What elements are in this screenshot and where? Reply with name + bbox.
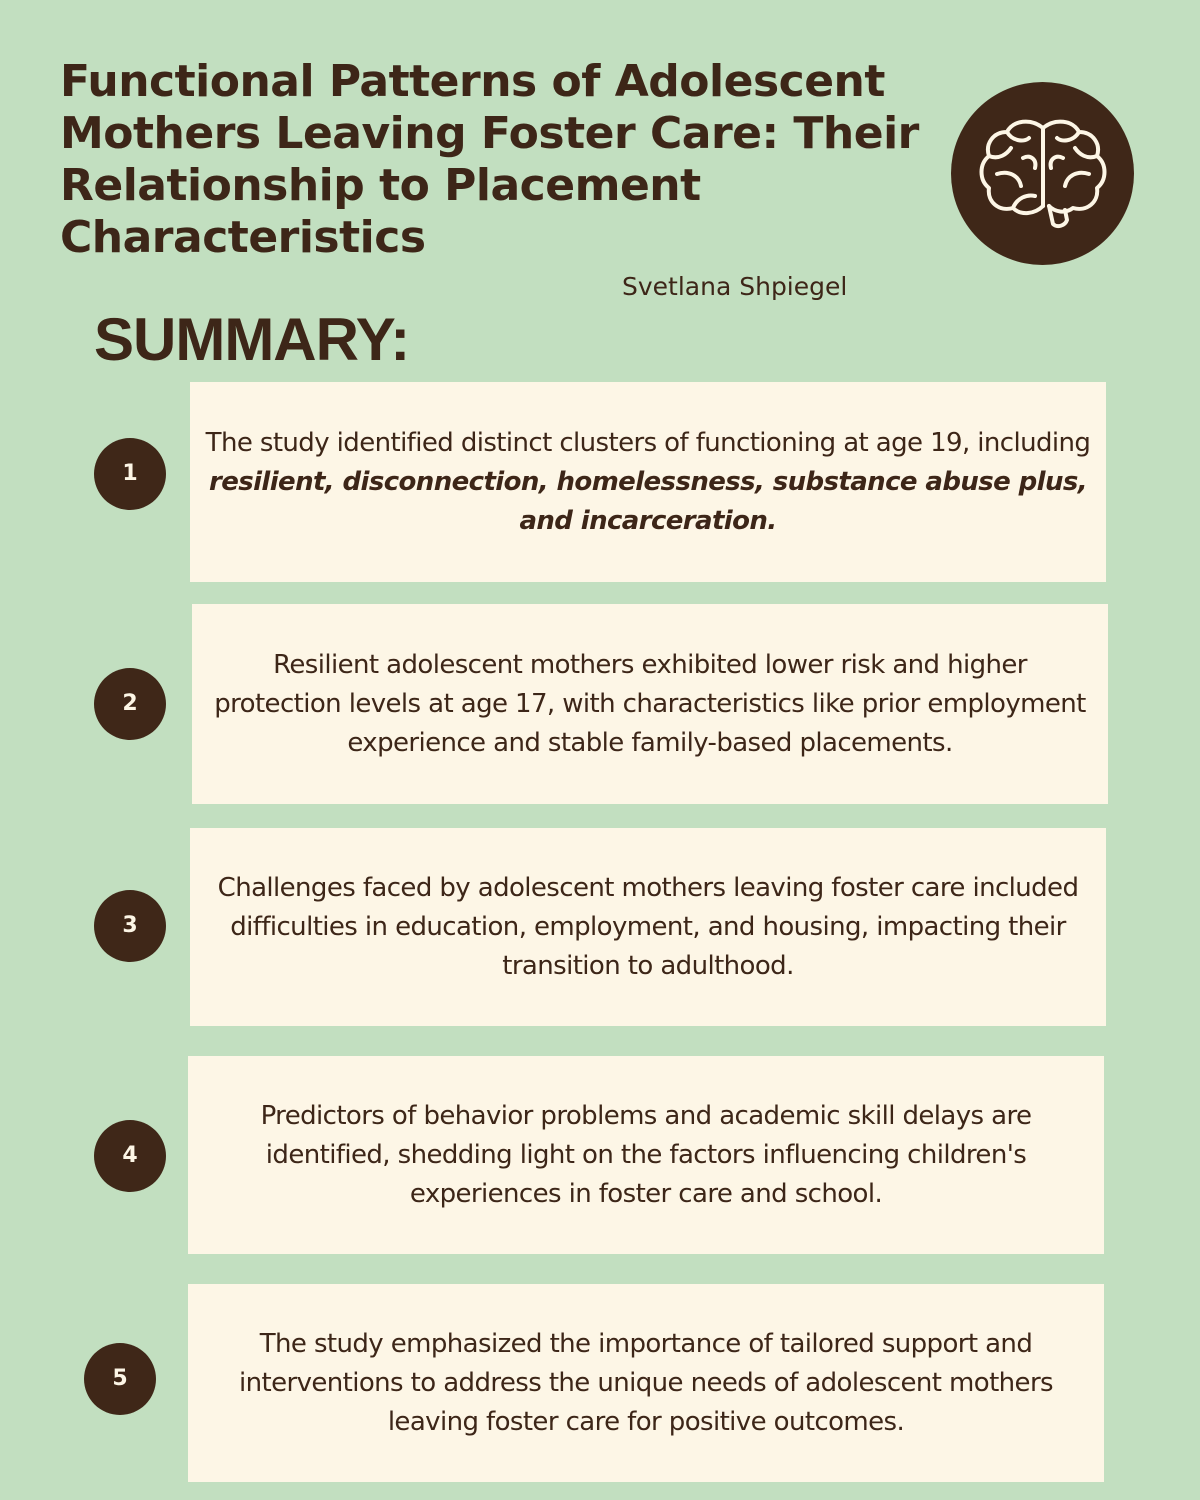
summary-card — [192, 604, 1108, 804]
item-number: 2 — [94, 668, 166, 740]
summary-card — [188, 1056, 1104, 1254]
summary-card — [188, 1284, 1104, 1482]
summary-text: Resilient adolescent mothers exhibited lower risk and higher protection levels at age 17, with characteristics like prior employment experience and stable family-based placements. — [214, 649, 1086, 758]
brain-badge — [951, 82, 1134, 265]
item-number: 5 — [84, 1343, 156, 1415]
author-name: Svetlana Shpiegel — [622, 272, 848, 301]
item-number: 3 — [94, 890, 166, 962]
summary-text-emphasis: resilient, disconnection, homelessness, substance abuse plus, and incarceration. — [208, 466, 1088, 536]
page-title: Functional Patterns of Adolescent Mothers Leaving Foster Care: Their Relationship to Placement Characteristics — [60, 56, 919, 263]
summary-card — [190, 382, 1106, 582]
summary-text-lead: The study identified distinct clusters of functioning at age 19, including — [205, 427, 1091, 458]
summary-heading: SUMMARY: — [94, 306, 410, 373]
summary-card — [190, 828, 1106, 1026]
brain-icon — [973, 108, 1113, 238]
item-number: 4 — [94, 1120, 166, 1192]
summary-text — [204, 424, 1092, 541]
summary-text: Challenges faced by adolescent mothers leaving foster care included difficulties in education, employment, and housing, impacting their transition to adulthood. — [217, 872, 1079, 981]
summary-text: Predictors of behavior problems and academic skill delays are identified, shedding light on the factors influencing children's experiences in foster care and school. — [260, 1100, 1032, 1209]
summary-text: The study emphasized the importance of tailored support and interventions to address the unique needs of adolescent mothers leaving foster care for positive outcomes. — [239, 1328, 1053, 1437]
item-number: 1 — [94, 438, 166, 510]
